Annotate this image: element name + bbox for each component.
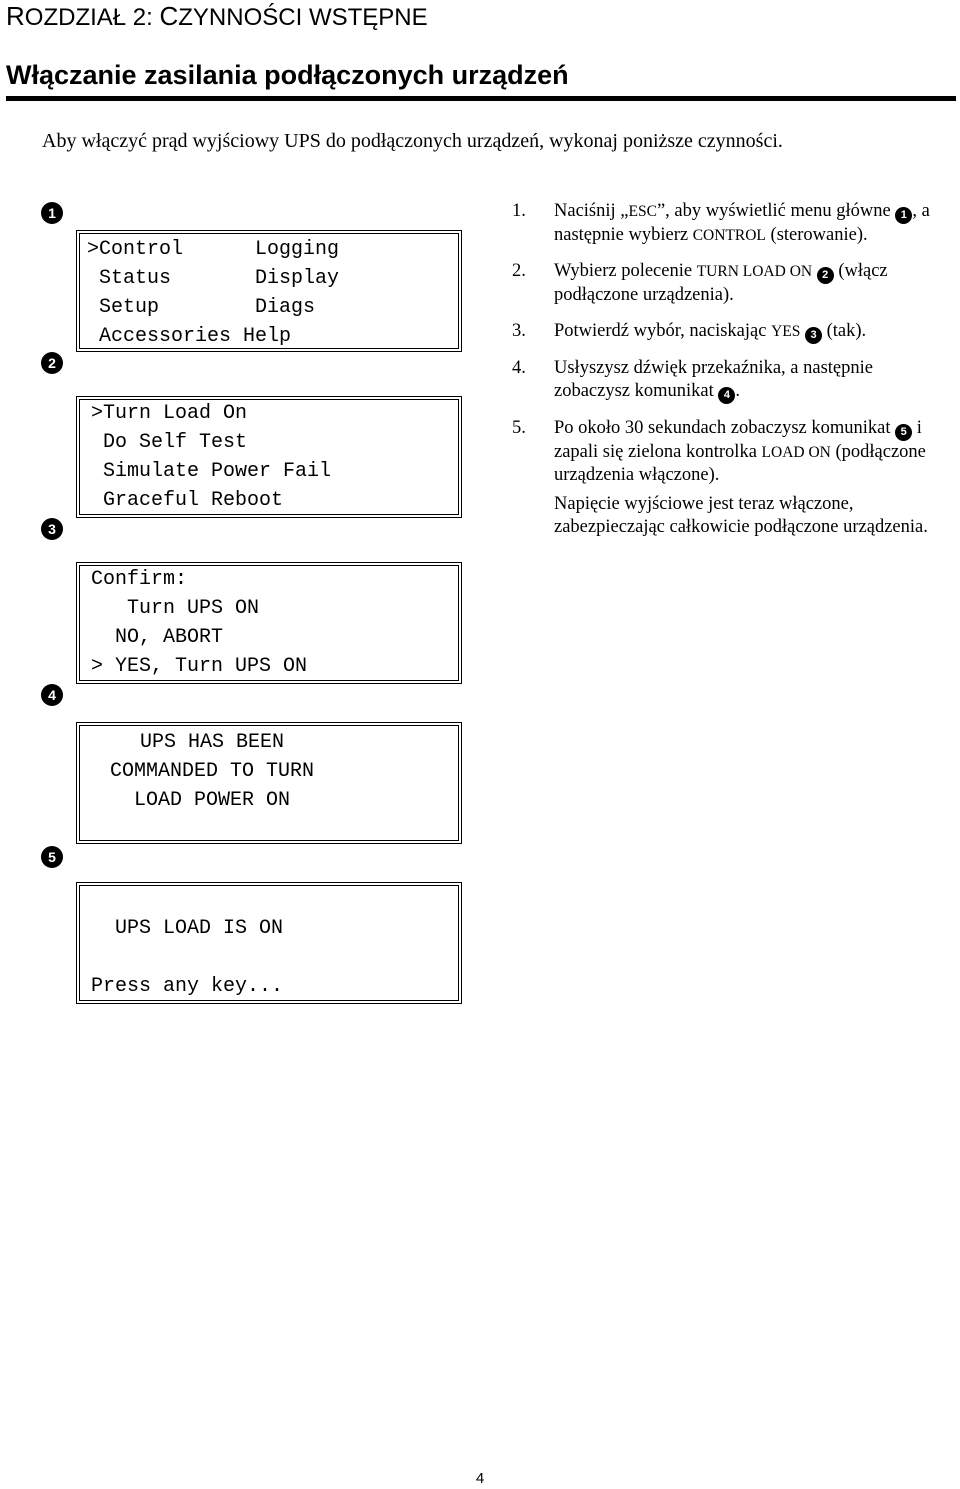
step-text: (tak).: [822, 321, 867, 341]
lcd-commanded: [76, 722, 462, 844]
lcd-load-on: [76, 882, 462, 1004]
lcd-line: > YES, Turn UPS ON: [91, 655, 308, 678]
step-3: [512, 320, 952, 344]
lcd-line: >Control Logging: [87, 238, 340, 261]
lcd-line: Setup Diags: [87, 296, 316, 319]
step-text: i zapali się zielona kontrolka: [554, 418, 922, 462]
lcd-line: COMMANDED TO TURN: [109, 760, 315, 783]
chapter-heading: [6, 2, 428, 32]
step-text: Potwierdź wybór, naciskając: [554, 321, 772, 341]
steps-list: [512, 200, 952, 539]
step-number: 5.: [512, 418, 526, 438]
key-label: ESC: [628, 203, 657, 220]
lcd-main-menu: [76, 230, 462, 352]
step-text: [812, 261, 817, 281]
chapter-letter: R: [6, 1, 25, 31]
lcd-line: NO, ABORT: [91, 626, 224, 649]
step-number: 3.: [512, 321, 526, 341]
marker-1-icon: 1: [41, 202, 63, 224]
step-1: [512, 200, 952, 247]
lcd-line: Accessories Help: [87, 325, 292, 348]
step-text: [800, 321, 805, 341]
step-text: Usłyszysz dźwięk przekaźnika, a następnie zobaczysz komunikat: [554, 358, 873, 401]
step-text: Wybierz polecenie: [554, 261, 697, 281]
step-4: [512, 357, 952, 404]
step-text: Po około 30 sekundach zobaczysz komunikat: [554, 418, 896, 438]
step-number: 4.: [512, 358, 526, 378]
step-text: Naciśnij „: [554, 201, 629, 221]
marker-4-icon: 4: [718, 387, 735, 404]
lcd-line: Simulate Power Fail: [91, 460, 332, 483]
step-text: , a następnie wybierz: [554, 201, 930, 245]
intro-text: Aby włączyć prąd wyjściowy UPS do podłączonych urządzeń, wykonaj poniższe czynności.: [42, 130, 783, 152]
step-5: [512, 417, 952, 487]
section-title: Włączanie zasilania podłączonych urządzeń: [6, 60, 569, 90]
key-label: CONTROL: [692, 227, 766, 244]
marker-3-icon: 3: [805, 327, 822, 344]
lcd-line: >Turn Load On: [91, 402, 248, 425]
lcd-line: Turn UPS ON: [91, 597, 260, 620]
lcd-line: UPS LOAD IS ON: [115, 917, 284, 940]
lcd-line: Press any key...: [91, 975, 284, 998]
chapter-title-letter: C: [159, 1, 179, 31]
lcd-line: Do Self Test: [91, 431, 248, 454]
key-label: YES: [771, 323, 801, 340]
lcd-confirm: [76, 562, 462, 684]
chapter-title: ZYNNOŚCI WSTĘPNE: [178, 4, 428, 31]
step-number: 1.: [512, 201, 526, 221]
step-text: (sterowanie).: [765, 225, 868, 245]
chapter-word: OZDZIAŁ: [24, 4, 133, 31]
key-label: TURN LOAD ON: [696, 263, 813, 280]
key-label: LOAD ON: [761, 444, 831, 461]
marker-5-icon: 5: [895, 424, 912, 441]
lcd-line: UPS HAS BEEN: [139, 731, 285, 754]
marker-2-icon: 2: [817, 267, 834, 284]
title-rule: [6, 96, 956, 101]
result-note: Napięcie wyjściowe jest teraz włączone, zabezpieczając całkowicie podłączone urządzenia.: [554, 494, 928, 537]
step-text: .: [735, 381, 741, 401]
step-text: (włącz podłączone urządzenia).: [554, 261, 888, 305]
lcd-line: Status Display: [87, 267, 340, 290]
step-text: ”, aby wyświetlić menu główne: [656, 201, 896, 221]
lcd-line: Graceful Reboot: [91, 489, 284, 512]
marker-4-icon: 4: [41, 684, 63, 706]
lcd-control-menu: [76, 396, 462, 518]
step-number: 2.: [512, 261, 526, 281]
lcd-line: LOAD POWER ON: [133, 789, 291, 812]
marker-5-icon: 5: [41, 846, 63, 868]
marker-1-icon: 1: [895, 207, 912, 224]
marker-2-icon: 2: [41, 352, 63, 374]
marker-3-icon: 3: [41, 518, 63, 540]
step-text: (podłączone urządzenia włączone).: [554, 442, 926, 485]
step-2: [512, 260, 952, 307]
page-number: 4: [475, 1470, 485, 1487]
chapter-number: 2:: [132, 4, 160, 31]
lcd-line: Confirm:: [91, 568, 188, 591]
